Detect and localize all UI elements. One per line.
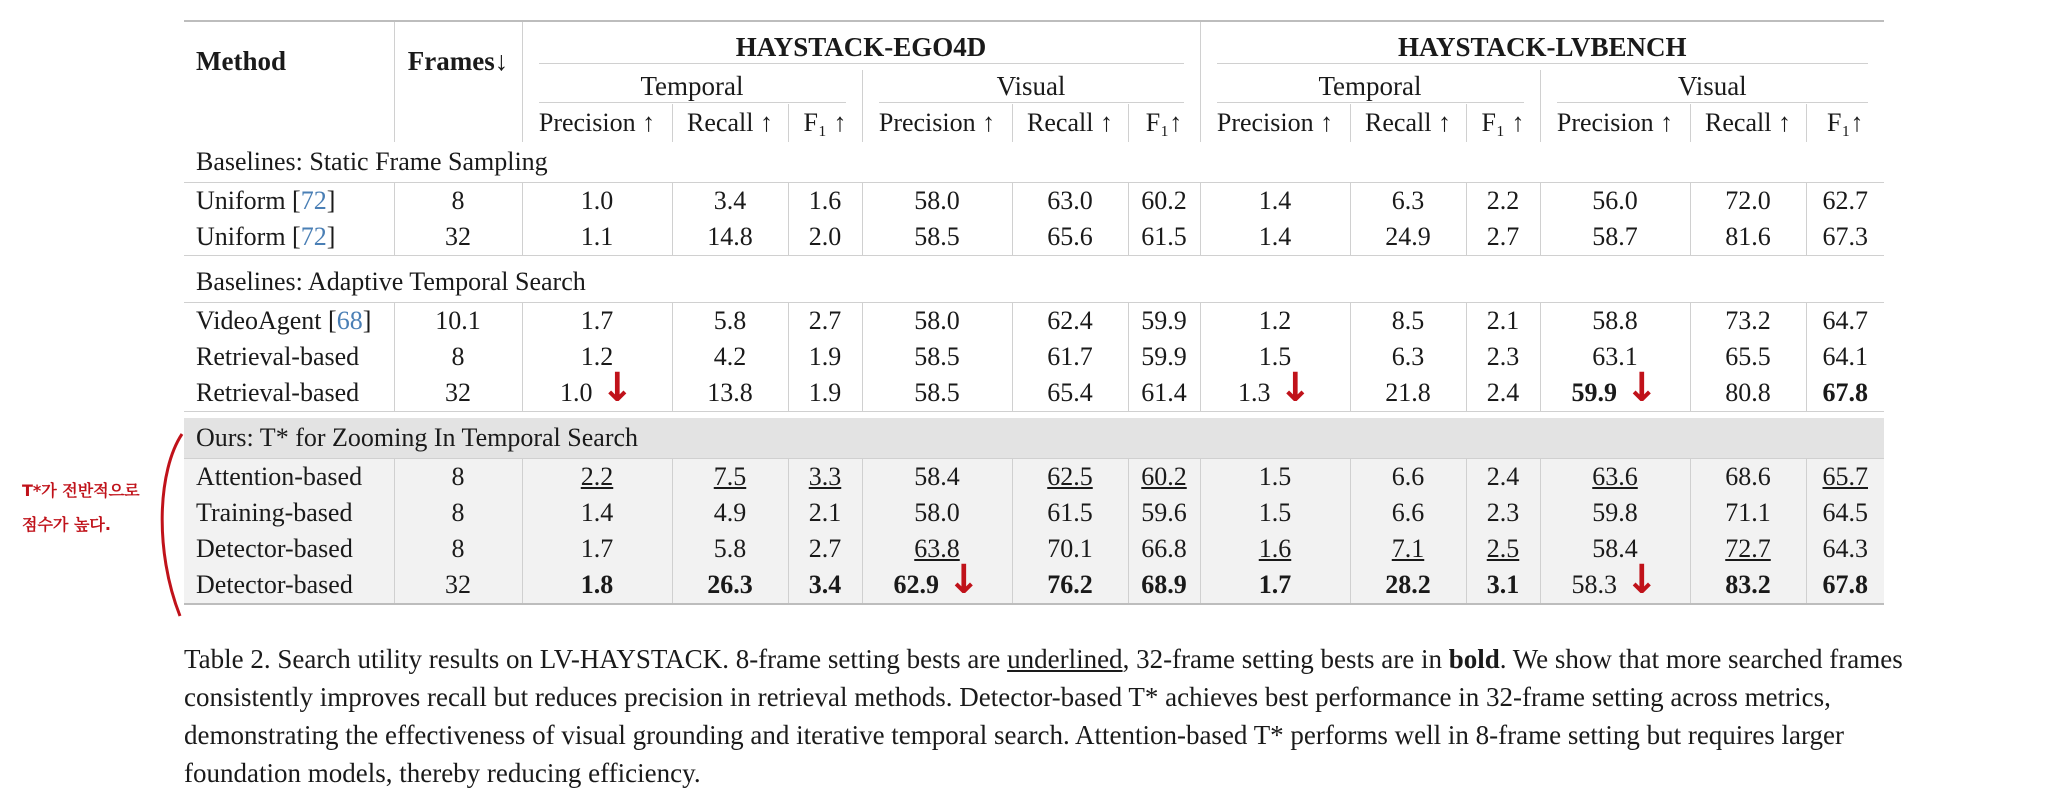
method-cell: Detector-based [184, 567, 394, 604]
citation-link[interactable]: 72 [300, 186, 327, 215]
value-cell: 3.3 [788, 459, 862, 496]
header-ego4d-temporal: Temporal [522, 70, 862, 104]
value-cell: 2.1 [1466, 303, 1540, 340]
header-metric: F₁ ↑ [1466, 104, 1540, 142]
value-cell: 4.2 [672, 339, 788, 375]
value-cell: 61.5 [1128, 219, 1200, 256]
value-cell: 61.7 [1012, 339, 1128, 375]
header-metric: Precision ↑ [1200, 104, 1350, 142]
value-cell: 28.2 [1350, 567, 1466, 604]
value-cell: 65.6 [1012, 219, 1128, 256]
header-metric: F₁ ↑ [788, 104, 862, 142]
value-cell: 56.0 [1540, 183, 1690, 220]
value-cell: 26.3 [672, 567, 788, 604]
value-cell: 2.0 [788, 219, 862, 256]
results-table [184, 20, 1884, 605]
value-cell: 1.9 [788, 375, 862, 412]
value-cell: 21.8 [1350, 375, 1466, 412]
value-cell: 58.3 ↓ [1540, 567, 1690, 604]
table-row [184, 183, 1884, 220]
header-metric: Recall ↑ [1350, 104, 1466, 142]
value-cell: 63.1 [1540, 339, 1690, 375]
value-cell: 61.4 [1128, 375, 1200, 412]
value-cell: 1.5 [1200, 339, 1350, 375]
value-cell: 76.2 [1012, 567, 1128, 604]
value-cell: 67.8 [1806, 567, 1884, 604]
value-cell: 2.5 [1466, 531, 1540, 567]
value-cell: 64.5 [1806, 495, 1884, 531]
header-metric: Precision ↑ [1540, 104, 1690, 142]
value-cell: 72.0 [1690, 183, 1806, 220]
method-cell: Uniform [72] [184, 219, 394, 256]
value-cell: 1.4 [522, 495, 672, 531]
value-cell: 1.7 [1200, 567, 1350, 604]
value-cell: 3.4 [672, 183, 788, 220]
value-cell: 81.6 [1690, 219, 1806, 256]
value-cell: 2.2 [1466, 183, 1540, 220]
header-method: Method [184, 21, 394, 142]
table-row [184, 219, 1884, 256]
header-group-lvbench: HAYSTACK-LVBENCH [1200, 21, 1884, 70]
frames-cell: 32 [394, 375, 522, 412]
value-cell: 59.9 [1128, 339, 1200, 375]
value-cell: 1.8 [522, 567, 672, 604]
table-row [184, 375, 1884, 412]
value-cell: 58.4 [1540, 531, 1690, 567]
table-caption: Table 2. Search utility results on LV-HAYSTACK. 8-frame setting bests are underlined, 32-frame setting bests are in bold. We show that more searched frames consistently improves recall but reduces precision in retrieval methods. Detector-based T* achieves best performance in 32-frame setting across metrics, demonstrating the effectiveness of visual grounding and iterative temporal search. Attention-based T* performs well in 8-frame setting but requires larger foundation models, thereby reducing efficiency. [184, 644, 1903, 788]
method-cell: Training-based [184, 495, 394, 531]
value-cell: 58.5 [862, 375, 1012, 412]
table-row [184, 567, 1884, 604]
method-cell: VideoAgent [68] [184, 303, 394, 340]
value-cell: 62.9 ↓ [862, 567, 1012, 604]
method-cell: Retrieval-based [184, 339, 394, 375]
frames-cell: 8 [394, 339, 522, 375]
value-cell: 83.2 [1690, 567, 1806, 604]
value-cell: 2.3 [1466, 339, 1540, 375]
down-arrow-icon: ↓ [1624, 365, 1659, 411]
value-cell: 62.4 [1012, 303, 1128, 340]
header-metric: F₁↑ [1826, 108, 1864, 137]
value-cell: 1.6 [1200, 531, 1350, 567]
frames-cell: 8 [394, 183, 522, 220]
value-cell: 66.8 [1128, 531, 1200, 567]
value-cell: 71.1 [1690, 495, 1806, 531]
value-cell: 1.1 [522, 219, 672, 256]
value-cell: 6.6 [1350, 495, 1466, 531]
value-cell: 2.7 [788, 303, 862, 340]
header-frames: Frames↓ [394, 21, 522, 142]
value-cell: 1.5 [1200, 459, 1350, 496]
value-cell: 58.8 [1540, 303, 1690, 340]
header-group-ego4d: HAYSTACK-EGO4D [522, 21, 1200, 70]
annotation-bracket [150, 430, 190, 620]
value-cell: 1.4 [1200, 219, 1350, 256]
header-metric: Precision ↑ [862, 104, 1012, 142]
down-arrow-icon: ↓ [946, 557, 981, 603]
value-cell: 1.0 ↓ [522, 375, 672, 412]
value-cell: 65.4 [1012, 375, 1128, 412]
value-cell: 1.7 [522, 303, 672, 340]
table-row [184, 459, 1884, 496]
value-cell: 1.6 [788, 183, 862, 220]
down-arrow-icon: ↓ [1278, 365, 1312, 411]
value-cell: 80.8 [1690, 375, 1806, 412]
value-cell: 73.2 [1690, 303, 1806, 340]
citation-link[interactable]: 68 [336, 306, 363, 335]
method-cell: Retrieval-based [184, 375, 394, 412]
value-cell: 58.5 [862, 219, 1012, 256]
value-cell: 60.2 [1128, 459, 1200, 496]
value-cell: 58.0 [862, 183, 1012, 220]
frames-cell: 10.1 [394, 303, 522, 340]
header-metric: Recall ↑ [1690, 104, 1806, 142]
header-metric: Precision ↑ [522, 104, 672, 142]
value-cell: 63.0 [1012, 183, 1128, 220]
value-cell: 3.1 [1466, 567, 1540, 604]
method-cell: Attention-based [184, 459, 394, 496]
value-cell: 7.1 [1350, 531, 1466, 567]
value-cell: 1.0 [522, 183, 672, 220]
value-cell: 64.1 [1822, 342, 1868, 371]
frames-cell: 8 [394, 531, 522, 567]
value-cell: 64.7 [1822, 306, 1868, 335]
method-cell: Uniform [72] [184, 183, 394, 220]
value-cell: 59.8 [1540, 495, 1690, 531]
section-title: Baselines: Static Frame Sampling [184, 142, 1884, 183]
value-cell: 59.6 [1128, 495, 1200, 531]
value-cell: 7.5 [672, 459, 788, 496]
value-cell: 62.7 [1822, 186, 1868, 215]
value-cell: 1.3 ↓ [1200, 375, 1350, 412]
value-cell: 60.2 [1128, 183, 1200, 220]
value-cell: 8.5 [1350, 303, 1466, 340]
down-arrow-icon: ↓ [600, 365, 634, 411]
value-cell: 13.8 [672, 375, 788, 412]
frames-cell: 8 [394, 459, 522, 496]
citation-link[interactable]: 72 [300, 222, 327, 251]
value-cell: 63.8 [862, 531, 1012, 567]
value-cell: 2.3 [1466, 495, 1540, 531]
value-cell: 6.6 [1350, 459, 1466, 496]
value-cell: 5.8 [672, 303, 788, 340]
value-cell: 63.6 [1540, 459, 1690, 496]
value-cell: 24.9 [1350, 219, 1466, 256]
value-cell: 1.5 [1200, 495, 1350, 531]
value-cell: 58.7 [1540, 219, 1690, 256]
header-metric: Recall ↑ [1012, 104, 1128, 142]
value-cell: 58.0 [862, 495, 1012, 531]
header-metric: Recall ↑ [672, 104, 788, 142]
table-row [184, 303, 1884, 340]
method-cell: Detector-based [184, 531, 394, 567]
header-ego4d-visual: Visual [862, 70, 1200, 104]
value-cell: 3.4 [788, 567, 862, 604]
frames-cell: 8 [394, 495, 522, 531]
value-cell: 65.7 [1806, 459, 1884, 496]
value-cell: 1.7 [522, 531, 672, 567]
value-cell: 62.5 [1012, 459, 1128, 496]
value-cell: 68.9 [1128, 567, 1200, 604]
value-cell: 68.6 [1690, 459, 1806, 496]
value-cell: 70.1 [1012, 531, 1128, 567]
value-cell: 2.7 [1466, 219, 1540, 256]
value-cell: 72.7 [1690, 531, 1806, 567]
frames-cell: 32 [394, 567, 522, 604]
value-cell: 2.2 [522, 459, 672, 496]
down-arrow-icon: ↓ [1624, 557, 1659, 603]
value-cell: 58.0 [862, 303, 1012, 340]
value-cell: 58.4 [862, 459, 1012, 496]
value-cell: 6.3 [1350, 183, 1466, 220]
value-cell: 64.3 [1806, 531, 1884, 567]
value-cell: 65.5 [1690, 339, 1806, 375]
value-cell: 67.3 [1806, 219, 1884, 256]
value-cell: 58.5 [862, 339, 1012, 375]
value-cell: 1.4 [1200, 183, 1350, 220]
value-cell: 2.7 [788, 531, 862, 567]
section-title: Ours: T* for Zooming In Temporal Search [184, 418, 1884, 459]
value-cell: 6.3 [1350, 339, 1466, 375]
value-cell: 1.2 [522, 339, 672, 375]
annotation-note-line2: 점수가 높다. [22, 515, 111, 534]
value-cell: 59.9 [1128, 303, 1200, 340]
value-cell: 2.4 [1466, 459, 1540, 496]
header-lvbench-temporal: Temporal [1200, 70, 1540, 104]
table-row [184, 495, 1884, 531]
value-cell: 1.9 [788, 339, 862, 375]
value-cell: 61.5 [1012, 495, 1128, 531]
value-cell: 2.1 [788, 495, 862, 531]
value-cell: 5.8 [672, 531, 788, 567]
value-cell: 67.8 [1806, 375, 1884, 412]
section-title: Baselines: Adaptive Temporal Search [184, 262, 1884, 303]
annotation-note-line1: T*가 전반적으로 [22, 481, 140, 500]
header-lvbench-visual: Visual [1540, 70, 1884, 104]
value-cell: 14.8 [672, 219, 788, 256]
value-cell: 4.9 [672, 495, 788, 531]
value-cell: 2.4 [1466, 375, 1540, 412]
header-metric: F₁↑ [1128, 104, 1200, 142]
value-cell: 1.2 [1200, 303, 1350, 340]
value-cell: 59.9 ↓ [1540, 375, 1690, 412]
frames-cell: 32 [394, 219, 522, 256]
